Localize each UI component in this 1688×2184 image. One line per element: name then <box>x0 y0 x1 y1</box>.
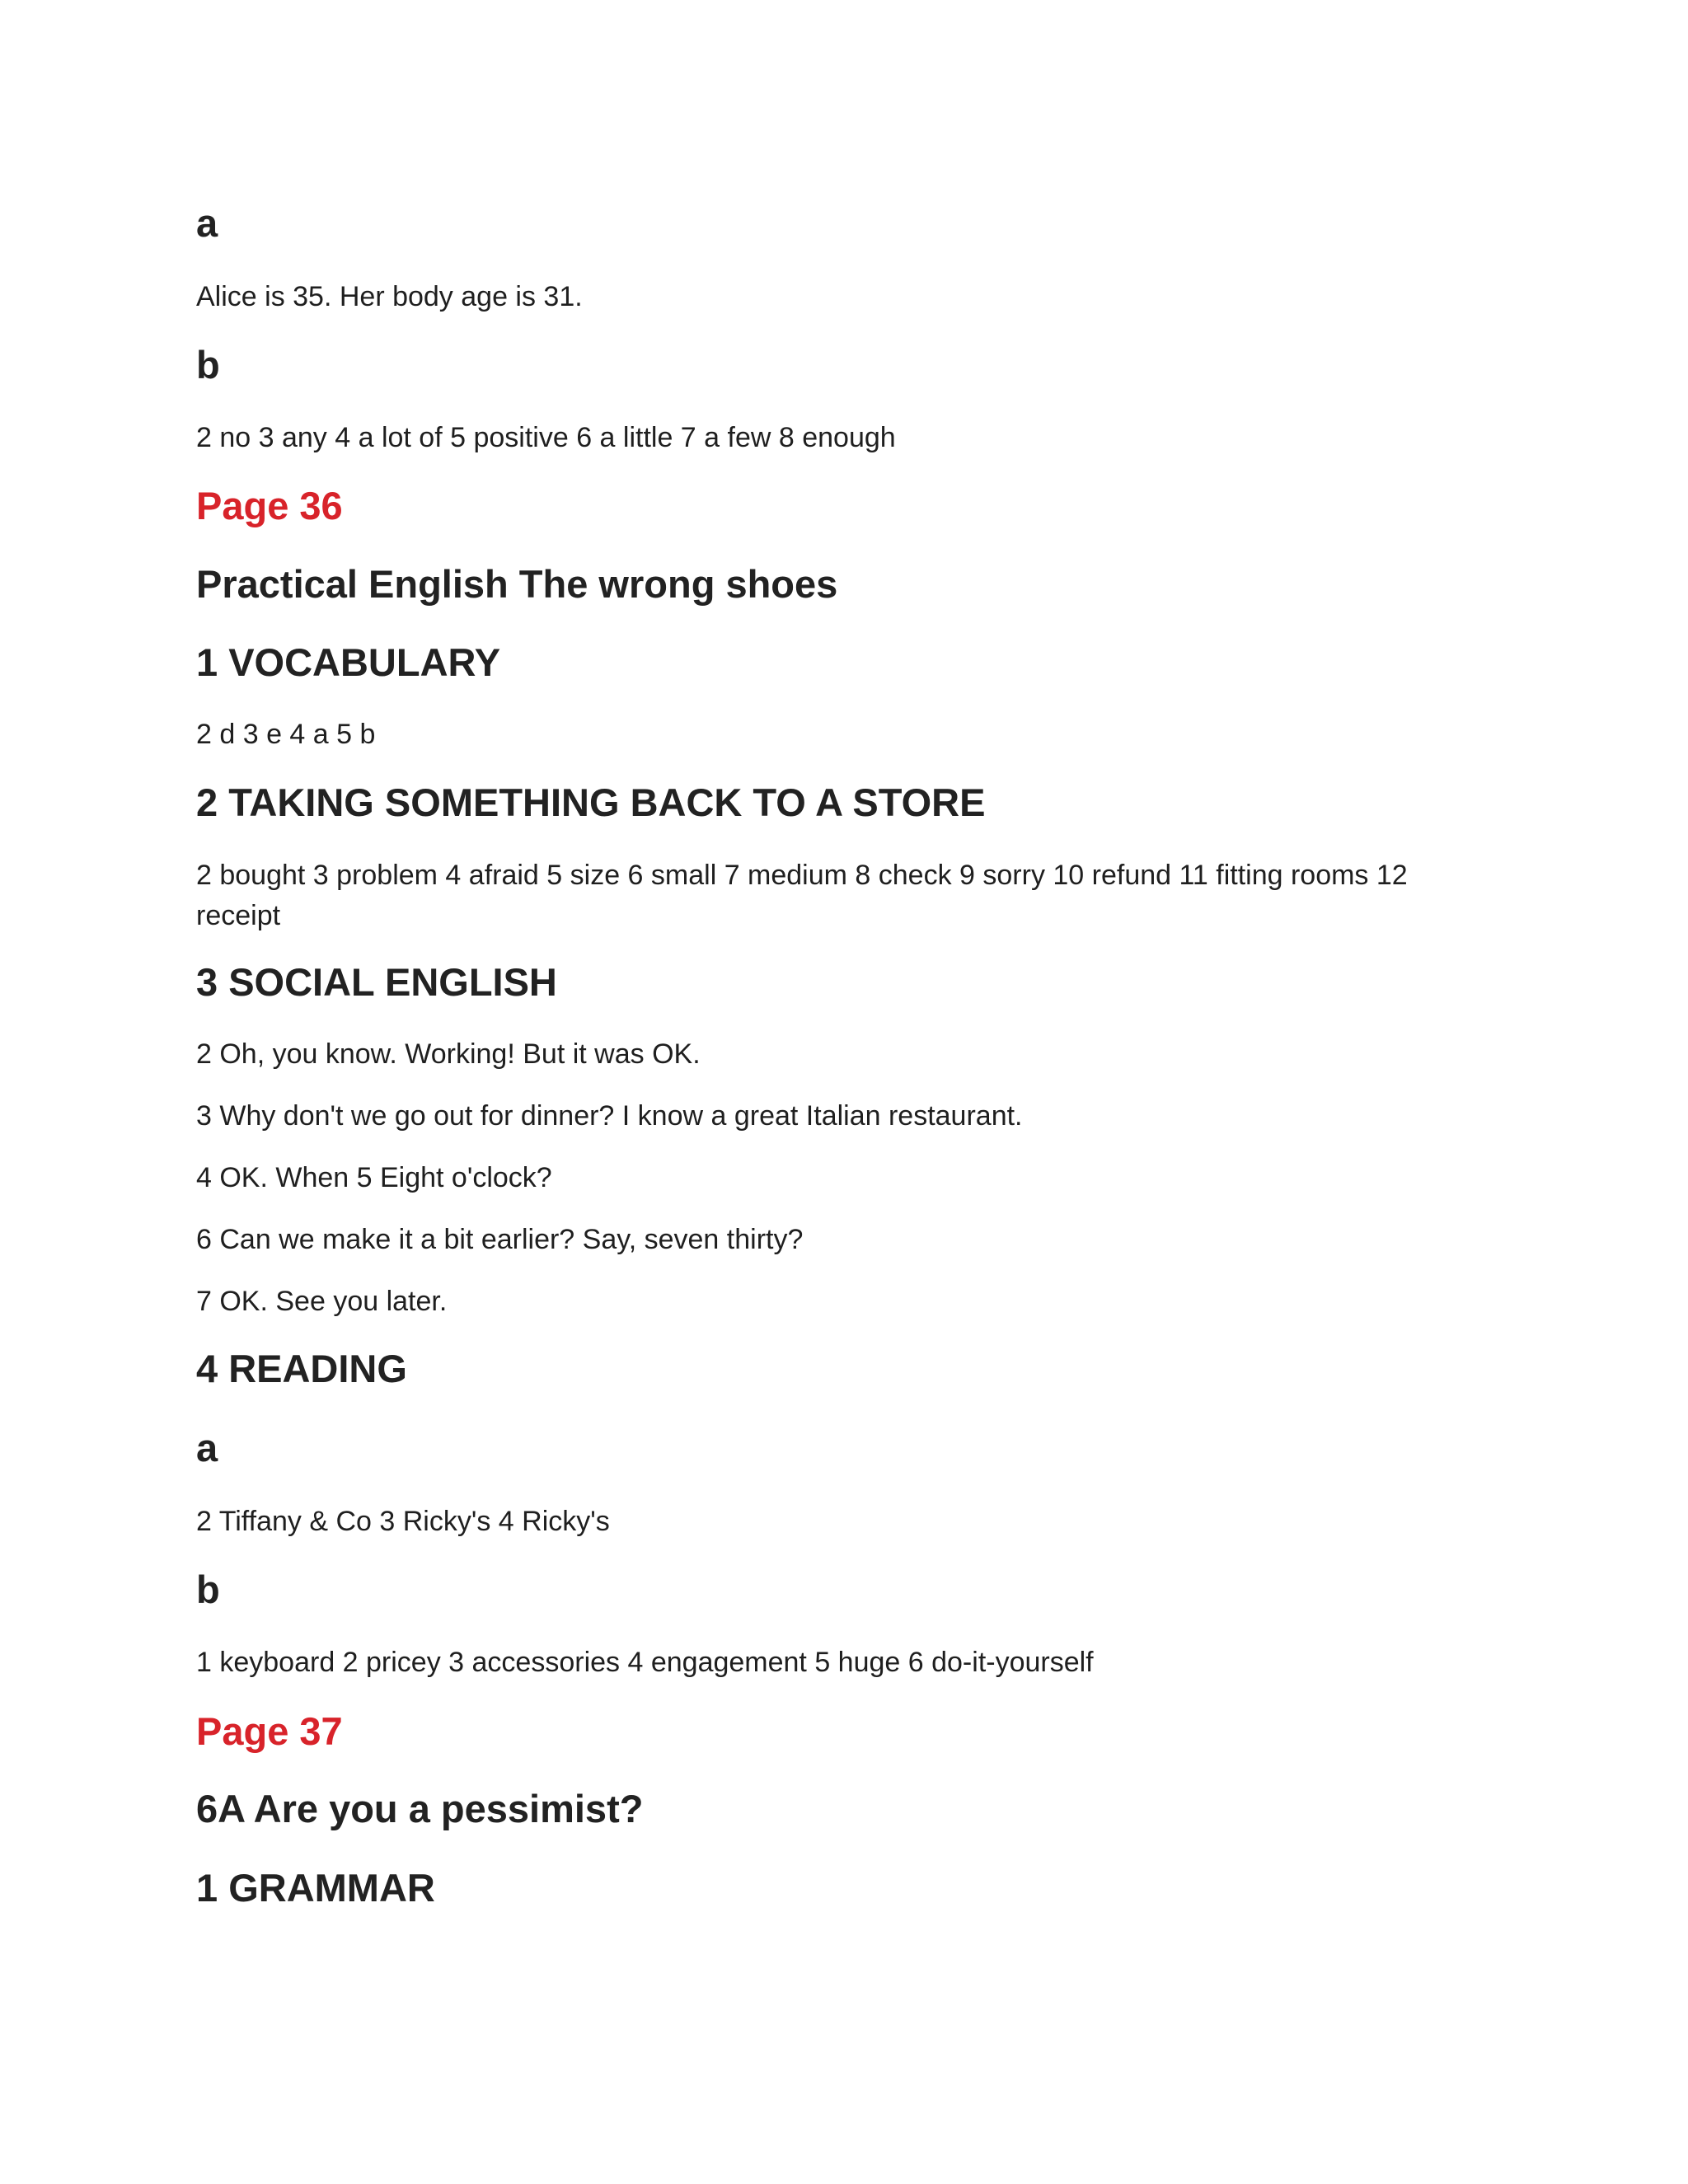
subsection-heading-a: a <box>196 1426 218 1469</box>
dialogue-line: 3 Why don't we go out for dinner? I know a great Italian restaurant. <box>196 1100 1023 1132</box>
section-heading-vocabulary: 1 VOCABULARY <box>196 640 501 684</box>
answer-text: 1 keyboard 2 pricey 3 accessories 4 engagement 5 huge 6 do-it-yourself <box>196 1647 1094 1678</box>
answer-text: 2 bought 3 problem 4 afraid 5 size 6 small 7 medium 8 check 9 sorry 10 refund 11 fitting rooms 12 receipt <box>196 860 1408 931</box>
section-heading-grammar: 1 GRAMMAR <box>196 1866 435 1910</box>
dialogue-line: 4 OK. When 5 Eight o'clock? <box>196 1162 552 1193</box>
section-title: 6A Are you a pessimist? <box>196 1787 644 1830</box>
section-heading-taking-back: 2 TAKING SOMETHING BACK TO A STORE <box>196 780 986 824</box>
page-heading: Page 36 <box>196 484 343 527</box>
dialogue-line: 2 Oh, you know. Working! But it was OK. <box>196 1038 701 1070</box>
subsection-heading-a: a <box>196 201 218 245</box>
dialogue-line: 7 OK. See you later. <box>196 1286 448 1317</box>
answer-text: 2 d 3 e 4 a 5 b <box>196 719 376 750</box>
answer-text: Alice is 35. Her body age is 31. <box>196 281 583 312</box>
subsection-heading-b: b <box>196 343 220 387</box>
answer-text: 2 Tiffany & Co 3 Ricky's 4 Ricky's <box>196 1506 610 1537</box>
section-title: Practical English The wrong shoes <box>196 562 838 606</box>
page-heading: Page 37 <box>196 1709 343 1753</box>
dialogue-line: 6 Can we make it a bit earlier? Say, seven thirty? <box>196 1224 804 1255</box>
subsection-heading-b: b <box>196 1568 220 1611</box>
answer-text: 2 no 3 any 4 a lot of 5 positive 6 a little 7 a few 8 enough <box>196 422 896 453</box>
section-heading-reading: 4 READING <box>196 1347 407 1390</box>
section-heading-social-english: 3 SOCIAL ENGLISH <box>196 960 557 1004</box>
